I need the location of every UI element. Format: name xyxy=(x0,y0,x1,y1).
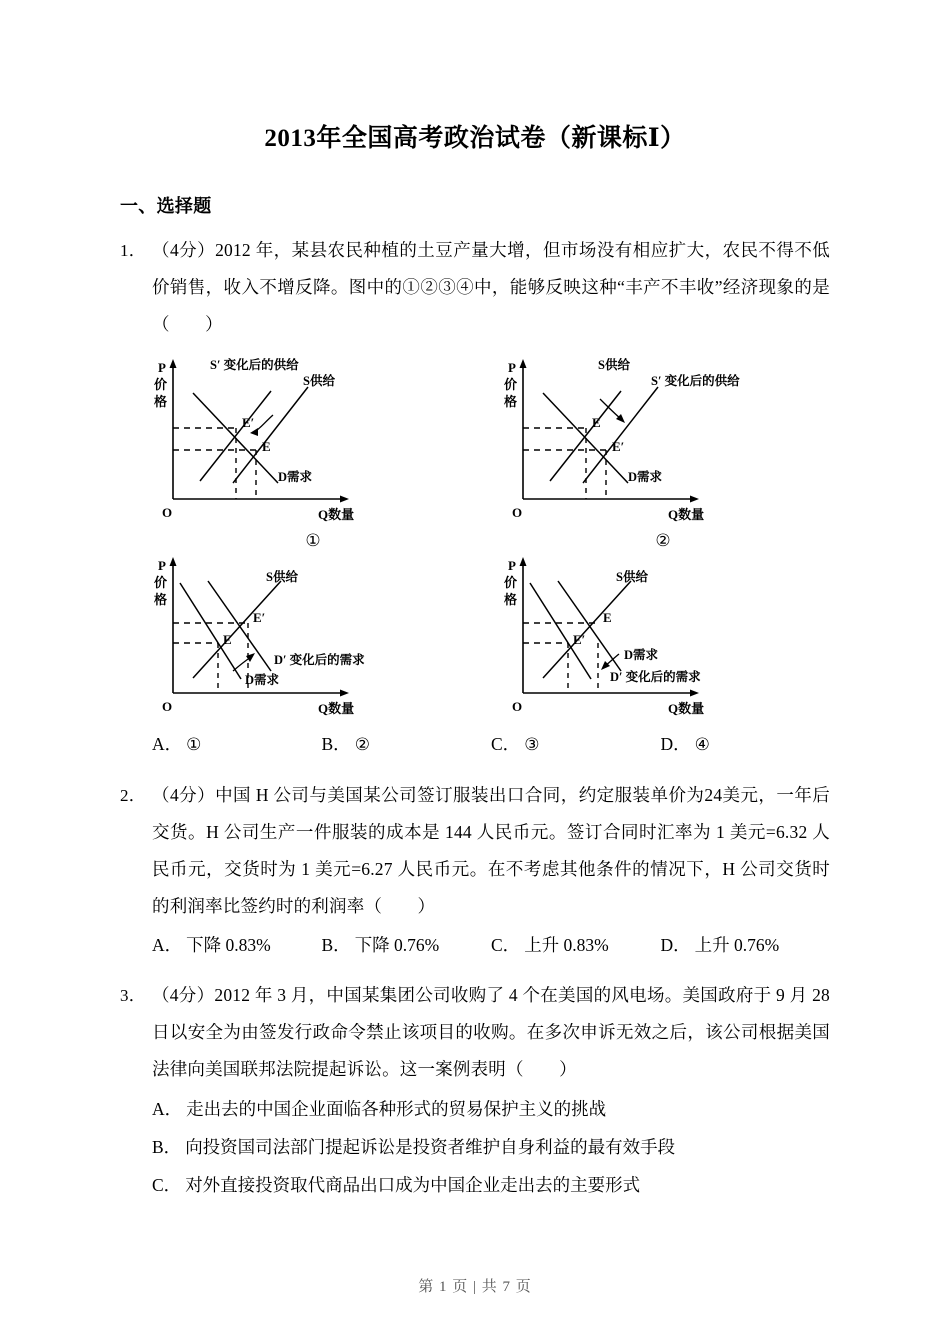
figure-2-caption xyxy=(488,531,838,551)
figure-2-axis-p: P xyxy=(508,360,516,375)
figure-1-label-supply-shift: S′ 变化后的供给 xyxy=(210,358,299,372)
question-3-option-b[interactable] xyxy=(152,1128,830,1166)
figure-2-axis-p-cn1: 价 xyxy=(504,377,518,392)
question-3-option-a-text: 走出去的中国企业面临各种形式的贸易保护主义的挑战 xyxy=(186,1099,607,1119)
question-3-options xyxy=(120,1090,830,1204)
figure-3-axis-p: P xyxy=(158,558,166,573)
figure-4-axis-q: Q数量 xyxy=(668,701,705,716)
question-1-option-c-letter: C． xyxy=(491,734,521,754)
figure-3 xyxy=(138,551,488,724)
question-1-option-b-letter: B． xyxy=(321,734,351,754)
figure-1-axis-p-cn2: 格 xyxy=(154,394,168,409)
figure-1-label-demand: D需求 xyxy=(278,470,313,484)
question-3-option-c-text: 对外直接投资取代商品出口成为中国企业走出去的主要形式 xyxy=(185,1175,641,1195)
question-2 xyxy=(120,777,830,925)
figure-1-axis-p-cn1: 价 xyxy=(154,377,168,392)
question-3-score: （4分） xyxy=(152,985,215,1005)
figure-row-bottom xyxy=(138,551,830,724)
figure-3-label-demand-shift: D′ 变化后的需求 xyxy=(274,653,365,667)
figure-1-point-e: E xyxy=(262,439,271,454)
figure-1 xyxy=(138,353,488,551)
question-3-number: 3． xyxy=(120,986,146,1005)
figure-1-point-e-new: E′ xyxy=(242,415,255,430)
figure-4-point-e-new: E′ xyxy=(573,632,586,647)
question-1-figures xyxy=(120,353,830,724)
question-2-option-c-letter: C． xyxy=(491,935,521,955)
figure-3-label-demand: D需求 xyxy=(245,673,280,687)
figure-3-svg xyxy=(138,551,488,721)
question-3-option-a-letter: A． xyxy=(152,1099,183,1119)
question-1-option-a-letter: A． xyxy=(152,734,183,754)
question-1-option-d-letter: D． xyxy=(660,734,691,754)
figure-4-label-demand: D需求 xyxy=(624,648,659,662)
question-2-option-b-letter: B． xyxy=(321,935,351,955)
question-1-score: （4分） xyxy=(152,240,216,260)
figure-4-axis-p: P xyxy=(508,558,516,573)
figure-2-caption-text: ② xyxy=(655,531,671,551)
question-1-text: 2012 年，某县农民种植的土豆产量大增，但市场没有相应扩大，农民不得不低价销售，收入不增反降。图中的①②③④中，能够反映这种“丰产不丰收”经济现象的是（ ） xyxy=(152,240,830,334)
section-heading: 一、选择题 xyxy=(120,196,212,216)
figure-3-axis-p-cn1: 价 xyxy=(154,575,168,590)
figure-4-origin: O xyxy=(512,699,523,714)
figure-4-axis-p-cn1: 价 xyxy=(504,575,518,590)
page-footer: 第 1 页 | 共 7 页 xyxy=(418,1279,532,1295)
question-2-option-d-text: 上升 0.76% xyxy=(694,935,780,955)
figure-2-label-demand: D需求 xyxy=(628,470,663,484)
question-2-number: 2． xyxy=(120,786,146,805)
figure-2-point-e-new: E′ xyxy=(612,439,625,454)
question-1-option-a-text: ① xyxy=(186,735,202,755)
question-3-option-b-text: 向投资国司法部门提起诉讼是投资者维护自身利益的最有效手段 xyxy=(185,1137,676,1157)
question-2-score: （4分） xyxy=(152,785,216,805)
figure-4-point-e: E xyxy=(603,610,612,625)
question-3 xyxy=(120,977,830,1088)
question-2-options xyxy=(120,927,830,963)
question-2-option-a-text: 下降 0.83% xyxy=(186,935,271,955)
question-3-text: 2012 年 3 月，中国某集团公司收购了 4 个在美国的风电场。美国政府于 9 月 28 日以安全为由签发行政命令禁止该项目的收购。在多次申诉无效之后，该公司根据美国法律向美国联邦法院提起诉讼。这一案例表明（ ） xyxy=(152,985,830,1079)
figure-2-axis-q: Q数量 xyxy=(668,507,705,522)
question-3-option-b-letter: B． xyxy=(152,1137,182,1157)
question-2-option-d[interactable] xyxy=(661,927,831,963)
question-1-option-a[interactable] xyxy=(152,726,322,763)
figure-1-caption xyxy=(138,531,488,551)
figure-row-top xyxy=(138,353,830,551)
figure-2-svg xyxy=(488,353,838,528)
figure-3-label-supply: S供给 xyxy=(266,570,298,584)
figure-3-axis-q: Q数量 xyxy=(318,701,355,716)
question-2-option-d-letter: D． xyxy=(660,935,691,955)
question-1-option-d-text: ④ xyxy=(694,735,710,755)
figure-4-axis-p-cn2: 格 xyxy=(504,592,518,607)
figure-2-axis-p-cn2: 格 xyxy=(504,394,518,409)
figure-3-point-e: E xyxy=(223,632,232,647)
question-2-option-b[interactable] xyxy=(322,927,492,963)
question-1-options xyxy=(120,726,830,763)
question-2-option-a[interactable] xyxy=(152,927,322,963)
figure-3-axis-p-cn2: 格 xyxy=(154,592,168,607)
question-2-option-c-text: 上升 0.83% xyxy=(524,935,609,955)
question-1-number: 1． xyxy=(120,241,146,260)
figure-1-axis-q: Q数量 xyxy=(318,507,355,522)
page-title: 2013年全国高考政治试卷（新课标Ⅰ） xyxy=(264,125,686,152)
question-1-option-c-text: ③ xyxy=(524,735,540,755)
question-2-text: 中国 H 公司与美国某公司签订服装出口合同，约定服装单价为24美元，一年后交货。H 公司生产一件服装的成本是 144 人民币元。签订合同时汇率为 1 美元=6.32 人民币元，交货时为 1 美元=6.27 人民币元。在不考虑其他条件的情况下，H 公司交货时的利润率比签约时的利润率（ ） xyxy=(152,785,830,916)
figure-1-origin: O xyxy=(162,505,173,520)
question-1-option-b-text: ② xyxy=(354,735,370,755)
question-2-option-a-letter: A． xyxy=(152,935,183,955)
figure-1-svg xyxy=(138,353,488,528)
figure-1-label-supply: S供给 xyxy=(303,374,335,388)
question-3-option-a[interactable] xyxy=(152,1090,830,1128)
figure-4 xyxy=(488,551,838,724)
figure-2-origin: O xyxy=(512,505,523,520)
question-1-option-d[interactable] xyxy=(661,726,831,763)
figure-2-label-supply: S供给 xyxy=(598,358,630,372)
figure-4-label-demand-shift: D′ 变化后的需求 xyxy=(610,670,701,684)
question-2-option-c[interactable] xyxy=(491,927,661,963)
question-3-option-c-letter: C． xyxy=(152,1175,182,1195)
figure-1-axis-p: P xyxy=(158,360,166,375)
figure-2-label-supply-shift: S′ 变化后的供给 xyxy=(651,374,740,388)
question-1-option-b[interactable] xyxy=(322,726,492,763)
figure-1-caption-text: ① xyxy=(305,531,321,551)
figure-2 xyxy=(488,353,838,551)
figure-2-point-e: E xyxy=(592,415,601,430)
figure-4-label-supply: S供给 xyxy=(616,570,648,584)
figure-4-svg xyxy=(488,551,838,721)
figure-3-origin: O xyxy=(162,699,173,714)
question-1 xyxy=(120,232,830,343)
figure-3-point-e-new: E′ xyxy=(253,610,266,625)
question-2-option-b-text: 下降 0.76% xyxy=(354,935,440,955)
question-3-option-c[interactable] xyxy=(152,1166,830,1204)
question-1-option-c[interactable] xyxy=(491,726,661,763)
